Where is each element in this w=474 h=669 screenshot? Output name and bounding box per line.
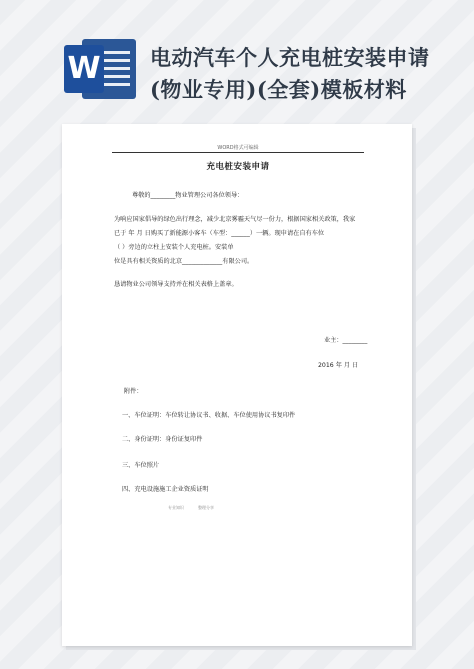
body-line-1: 为响应国家倡导的绿色出行理念，减少北京雾霾天气尽一份力，根据国家相关政策，我家 xyxy=(114,216,356,223)
signature-line: 业主：________ xyxy=(324,337,368,344)
attachment-item: 四、充电设施施工企业资质证明 xyxy=(122,486,209,493)
attachment-item: 一、车位证明：车位转让协议书、收据、车位使用协议书复印件 xyxy=(122,412,296,419)
word-badge: W xyxy=(64,45,104,93)
page-title-line2: (物业专用)(全套)模板材料 xyxy=(150,77,407,102)
document-page xyxy=(62,124,412,646)
document-header-rule xyxy=(112,152,364,153)
attachment-item: 三、车位照片 xyxy=(122,462,160,469)
request-line: 恳请物业公司领导支持并在相关表格上盖章。 xyxy=(114,281,238,288)
attachment-item: 二、身份证明：身份证复印件 xyxy=(122,436,203,443)
body-line-4: 位是具有相关资质的北京_____________有限公司。 xyxy=(114,258,254,265)
document-header-text: WORD格式可编辑 xyxy=(217,145,259,151)
document-title: 充电桩安装申请 xyxy=(206,162,270,172)
page-title-line1: 电动汽车个人充电桩安装申请 xyxy=(150,45,430,70)
footer-left: 专业知识 xyxy=(168,505,184,510)
attachments-label: 附件： xyxy=(124,388,143,395)
footer-right: 整理分享 xyxy=(198,505,214,510)
page-header xyxy=(0,0,474,108)
body-line-3: （ ）旁边的立柱上安装个人充电桩。安装单 xyxy=(114,244,234,251)
body-line-2: 已于 年 月 日购买了新能源小客车（车型：______）一辆。现申请在自有车位 xyxy=(114,230,325,237)
date-line: 2016 年 月 日 xyxy=(318,362,359,369)
salutation: 尊敬的________物业管理公司各位领导： xyxy=(132,192,244,199)
word-logo-icon xyxy=(64,37,140,101)
